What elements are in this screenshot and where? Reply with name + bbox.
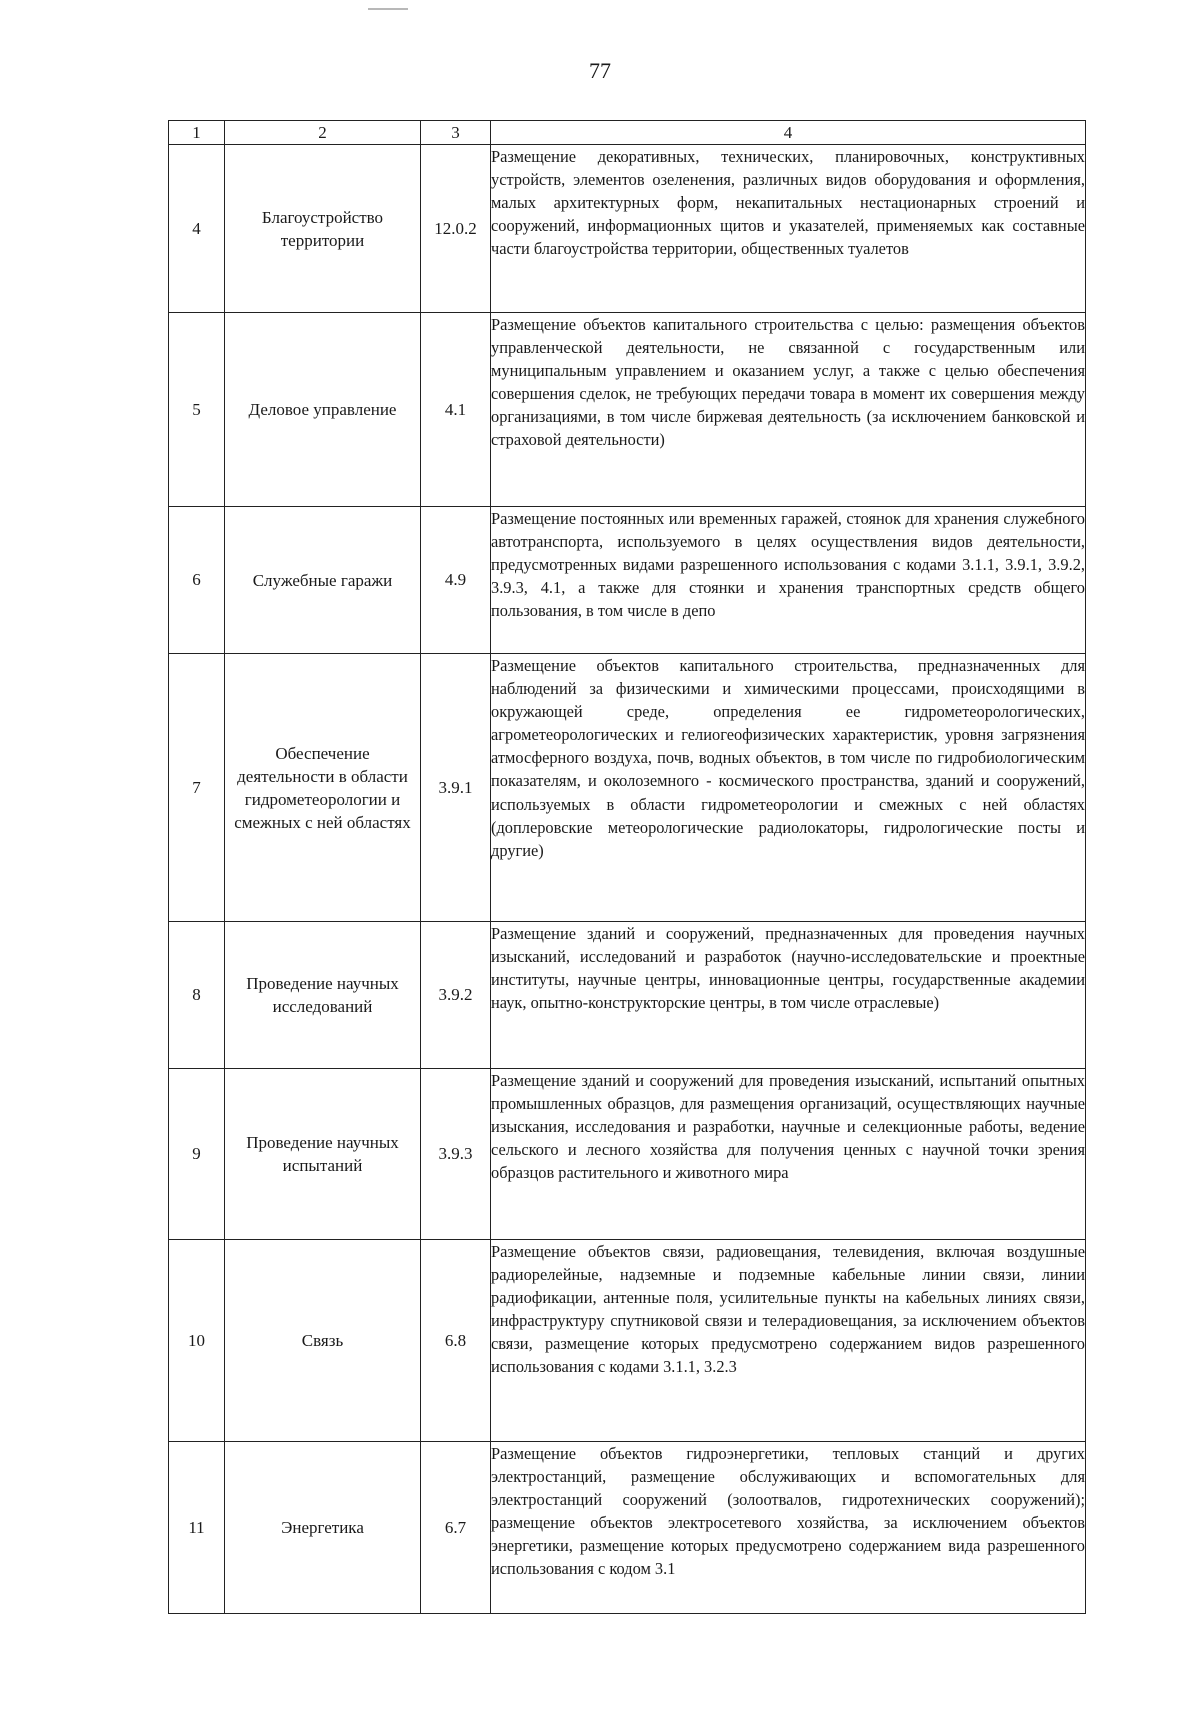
use-type-code: 4.9: [421, 507, 491, 654]
use-type-code: 6.8: [421, 1240, 491, 1442]
use-type-name: Обеспечение деятельности в области гидрометеорологии и смежных с ней областях: [225, 654, 421, 922]
use-type-description: Размещение зданий и сооружений, предназначенных для проведения научных изысканий, исследований и разработок (научно-исследовательские и проектные институты, научные центры, инновационные центры, государственные академии наук, опытно-конструкторские центры, в том числе отраслевые): [491, 922, 1086, 1069]
scan-artifact: [368, 8, 408, 10]
table-row: [169, 313, 1086, 507]
table-row: [169, 922, 1086, 1069]
column-header-4: 4: [491, 121, 1086, 145]
use-type-description: Размещение объектов связи, радиовещания, телевидения, включая воздушные радиорелейные, надземные и подземные кабельные линии связи, линии радиофикации, антенные поля, усилительные пункты на кабельных линиях связи, инфраструктуру спутниковой связи и телерадиовещания, за исключением объектов связи, размещение которых предусмотрено содержанием видов разрешенного использования с кодами 3.1.1, 3.2.3: [491, 1240, 1086, 1442]
land-use-table: [168, 120, 1086, 1614]
table-row: [169, 145, 1086, 313]
use-type-code: 3.9.2: [421, 922, 491, 1069]
use-type-name: Благоустройство территории: [225, 145, 421, 313]
use-type-name: Энергетика: [225, 1442, 421, 1614]
use-type-description: Размещение постоянных или временных гаражей, стоянок для хранения служебного автотранспорта, используемого в целях осуществления видов деятельности, предусмотренных видами разрешенного использования с кодами 3.1.1, 3.9.1, 3.9.2, 3.9.3, 4.1, а также для стоянки и хранения транспортных средств общего пользования, в том числе в депо: [491, 507, 1086, 654]
use-type-code: 3.9.3: [421, 1069, 491, 1240]
use-type-description: Размещение объектов гидроэнергетики, тепловых станций и других электростанций, размещение обслуживающих и вспомогательных для электростанций сооружений (золоотвалов, гидротехнических сооружений); размещение объектов электросетевого хозяйства, за исключением объектов энергетики, размещение которых предусмотрено содержанием вида разрешенного использования с кодом 3.1: [491, 1442, 1086, 1614]
use-type-description: Размещение декоративных, технических, планировочных, конструктивных устройств, элементов озеленения, различных видов оборудования и оформления, малых архитектурных форм, некапитальных нестационарных строений и сооружений, информационных щитов и указателей, применяемых как составные части благоустройства территории, общественных туалетов: [491, 145, 1086, 313]
table-row: [169, 1240, 1086, 1442]
use-type-name: Связь: [225, 1240, 421, 1442]
use-type-description: Размещение объектов капитального строительства с целью: размещения объектов управленческой деятельности, не связанной с государственным или муниципальным управлением и оказанием услуг, а также с целью обеспечения совершения сделок, не требующих передачи товара в момент их совершения между организациями, в том числе биржевая деятельность (за исключением банковской и страховой деятельности): [491, 313, 1086, 507]
row-number: 8: [169, 922, 225, 1069]
use-type-code: 3.9.1: [421, 654, 491, 922]
row-number: 7: [169, 654, 225, 922]
use-type-code: 4.1: [421, 313, 491, 507]
column-header-1: 1: [169, 121, 225, 145]
use-type-code: 6.7: [421, 1442, 491, 1614]
use-type-code: 12.0.2: [421, 145, 491, 313]
use-type-description: Размещение зданий и сооружений для проведения изысканий, испытаний опытных промышленных образцов, для размещения организаций, осуществляющих научные изыскания, исследования и разработки, научные и селекционные работы, ведение сельского и лесного хозяйства для получения ценных с научной точки зрения образцов растительного и животного мира: [491, 1069, 1086, 1240]
table-row: [169, 654, 1086, 922]
use-type-name: Проведение научных испытаний: [225, 1069, 421, 1240]
table-header-row: [169, 121, 1086, 145]
row-number: 6: [169, 507, 225, 654]
table-row: [169, 507, 1086, 654]
page-number: 77: [589, 58, 611, 83]
column-header-3: 3: [421, 121, 491, 145]
use-type-name: Служебные гаражи: [225, 507, 421, 654]
table-row: [169, 1442, 1086, 1614]
column-header-2: 2: [225, 121, 421, 145]
use-type-name: Деловое управление: [225, 313, 421, 507]
use-type-description: Размещение объектов капитального строительства, предназначенных для наблюдений за физическими и химическими процессами, происходящими в окружающей среде, определения ее гидрометеорологических, агрометеорологических и гелиогеофизических характеристик, уровня загрязнения атмосферного воздуха, почв, водных объектов, в том числе по гидробиологическим показателям, и околоземного - космического пространства, зданий и сооружений, используемых в области гидрометеорологии и смежных с ней областях (доплеровские метеорологические радиолокаторы, гидрологические посты и другие): [491, 654, 1086, 922]
row-number: 9: [169, 1069, 225, 1240]
use-type-name: Проведение научных исследований: [225, 922, 421, 1069]
row-number: 11: [169, 1442, 225, 1614]
row-number: 5: [169, 313, 225, 507]
row-number: 10: [169, 1240, 225, 1442]
table-row: [169, 1069, 1086, 1240]
row-number: 4: [169, 145, 225, 313]
